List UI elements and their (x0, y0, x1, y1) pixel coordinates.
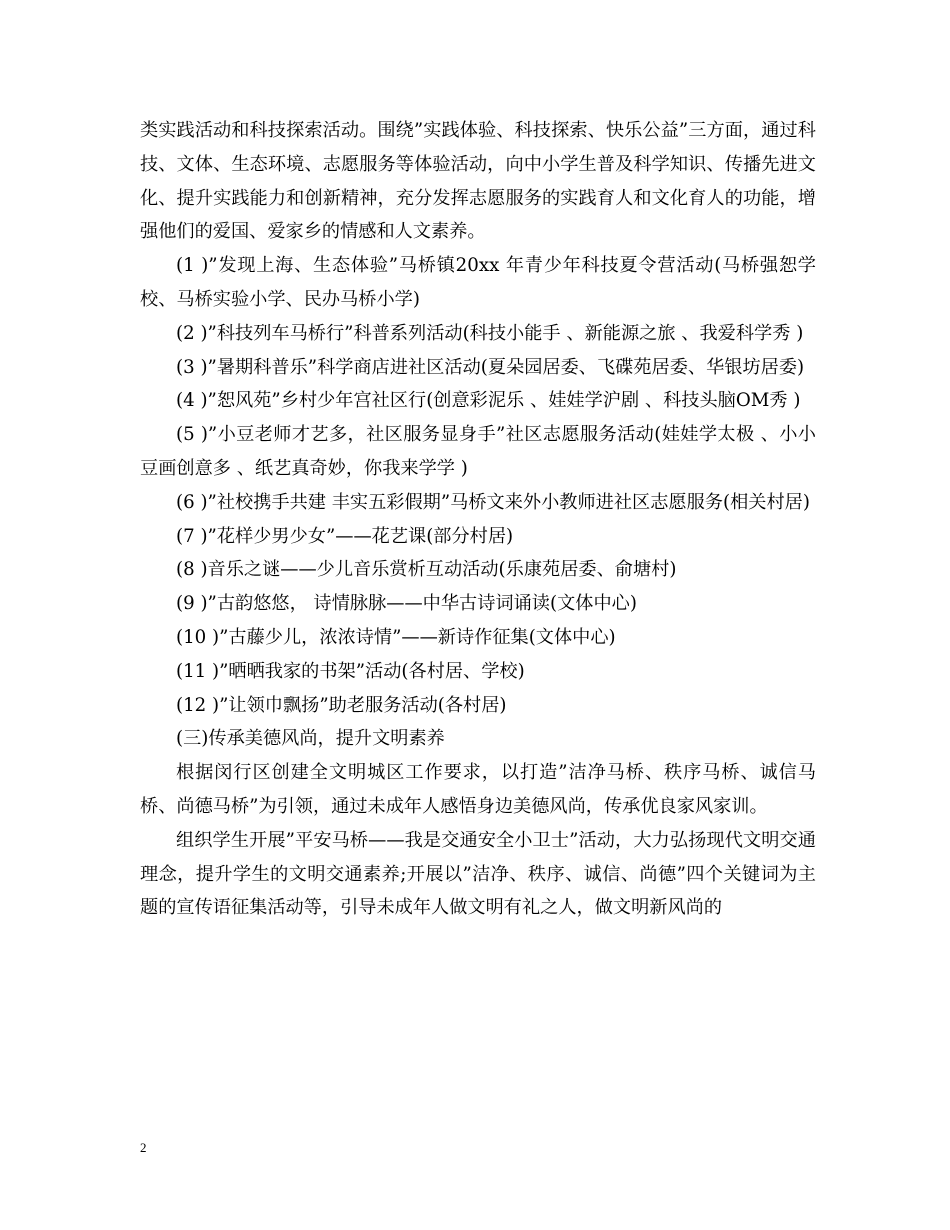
list-item-12: (12 )”让领巾飘扬”助老服务活动(各村居) (176, 694, 507, 716)
list-item-6: (6 )”社校携手共建 丰实五彩假期”马桥文来外小教师进社区志愿服务(相关村居) (176, 491, 810, 513)
list-item-2: (2 )”科技列车马桥行”科普系列活动(科技小能手 、新能源之旅 、我爱科学秀 ) (176, 322, 804, 344)
list-item-4: (4 )”恕风苑”乡村少年宫社区行(创意彩泥乐 、娃娃学沪剧 、科技头脑OM秀 ) (176, 390, 801, 412)
page-number: 2 (140, 1140, 147, 1155)
list-item-8: (8 )音乐之谜——少儿音乐赏析互动活动(乐康苑居委、俞塘村) (176, 559, 677, 581)
list-item-7: (7 )”花样少男少女”——花艺课(部分村居) (176, 525, 514, 547)
list-item-3: (3 )”暑期科普乐”科学商店进社区活动(夏朵园居委、飞碟苑居委、华银坊居委) (176, 356, 805, 378)
list-item-1: (1 )”发现上海、生态体验”马桥镇20xx 年青少年科技夏令营活动(马桥强恕学校、马桥实验小学、民办马桥小学) (140, 255, 816, 310)
section-heading: (三)传承美德风尚，提升文明素养 (176, 728, 445, 750)
page-body (140, 114, 816, 925)
body-paragraph: 根据闵行区创建全文明城区工作要求，以打造”洁净马桥、秩序马桥、诚信马桥、尚德马桥”为引领，通过未成年人感悟身边美德风尚，传承优良家风家训。 (140, 762, 816, 817)
list-item-10: (10 )”古藤少儿，浓浓诗情”——新诗作征集(文体中心) (176, 626, 616, 648)
list-item-11: (11 )”晒晒我家的书架”活动(各村居、学校) (176, 660, 525, 682)
list-item-5: (5 )”小豆老师才艺多，社区服务显身手”社区志愿服务活动(娃娃学太极 、小小豆画创意多 、纸艺真奇妙，你我来学学 ) (140, 424, 816, 479)
paragraph-continued: 类实践活动和科技探索活动。围绕”实践体验、科技探索、快乐公益”三方面，通过科技、文体、生态环境、志愿服务等体验活动，向中小学生普及科学知识、传播先进文化、提升实践能力和创新精神，充分发挥志愿服务的实践育人和文化育人的功能，增强他们的爱国、爱家乡的情感和人文素养。 (140, 120, 816, 243)
body-paragraph: 组织学生开展”平安马桥——我是交通安全小卫士”活动，大力弘扬现代文明交通理念，提升学生的文明交通素养;开展以”洁净、秩序、诚信、尚德”四个关键词为主题的宣传语征集活动等，引导未成年人做文明有礼之人，做文明新风尚的 (140, 829, 816, 919)
list-item-9: (9 )”古韵悠悠， 诗情脉脉——中华古诗词诵读(文体中心) (176, 593, 637, 615)
